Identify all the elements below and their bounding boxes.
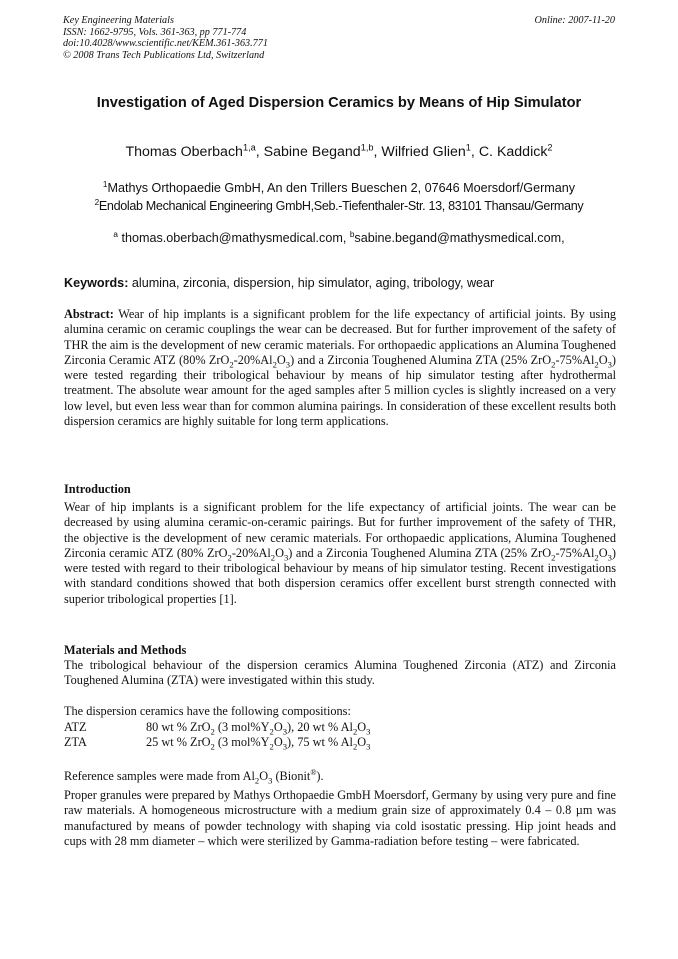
abstract-text: ) and a Zirconia Toughened Alumina ZTA (25% ZrO: [290, 352, 552, 367]
abstract-label: Abstract:: [64, 307, 114, 321]
issn-line: ISSN: 1662-9795, Vols. 361-363, pp 771-774: [63, 26, 247, 38]
affiliation-text: Mathys Orthopaedie GmbH, An den Trillers Bueschen 2, 07646 Moersdorf/Germany: [107, 181, 576, 195]
paper-title: Investigation of Aged Dispersion Ceramics by Means of Hip Simulator: [96, 95, 582, 111]
author-name: Wilfried Glien: [381, 144, 466, 160]
granules-paragraph: Proper granules were prepared by Mathys Orthopaedie GmbH Moersdorf, Germany by using very pure and fine raw materials. A homogeneous microstructure with a medium grain size of approximately 0.4 – 0.8 µm was manufactured by means of powder technology with shaping via cold isostatic pressing. Hip joint heads and cups with 28 mm diameter – which were sterilized by Gamma-radiation before testing – were fabricated.: [64, 788, 616, 848]
email-mark: b: [349, 229, 355, 239]
abstract-text: -75%Al: [555, 352, 595, 367]
keywords-label: Keywords:: [64, 276, 129, 290]
subscript: 2: [594, 359, 599, 370]
keywords: [64, 276, 616, 290]
subscript: 2: [229, 359, 234, 370]
journal-header: [63, 15, 615, 61]
journal-name: Key Engineering Materials: [63, 15, 174, 26]
reference-samples: Reference samples were made from $Al_2O_3$ (Bionit®).: [64, 767, 324, 786]
subscript: 2: [551, 359, 556, 370]
abstract-text: Wear of hip implants is a significant problem for the life expectancy of artificial joints. By using alumina ceramic on ceramic couplings the wear can be decreased. But for further improvement of the safety of THR the aim is the development of new ceramic materials. For orthopaedic applications an Alumina Toughened Zirconia Ceramic ATZ (80% ZrO: [64, 307, 616, 367]
abstract-text: ) were tested regarding their tribological behaviour by means of hip simulator testing after hydrothermal treatment. The absolute wear amount for the aged samples after 5 million cycles is slightly increased on a very low level, but even less wear than for common alumina pairings. In consideration of these excellent results both dispersion ceramics are highly suitable for long term applications.: [64, 352, 616, 429]
intro-text: -75%Al: [555, 545, 595, 560]
intro-text: Wear of hip implants is a significant problem for the life expectancy of artificial joints. The wear can be decreased by using alumina ceramic-on-ceramic pairings. But for further improvement of the safety of THR, the objective is the development of new ceramic materials. For orthopaedic applications, Alumina Toughened Zirconia ceramic ATZ (80% ZrO: [64, 500, 616, 560]
keywords-text: alumina, zirconia, dispersion, hip simulator, aging, tribology, wear: [131, 276, 495, 290]
section-heading-materials: Materials and Methods: [64, 643, 187, 657]
subscript: 3: [607, 359, 612, 370]
email-link[interactable]: sabine.begand@mathysmedical.com,: [354, 231, 565, 245]
author-affiliation-mark: 1: [465, 142, 471, 153]
subscript: 2: [272, 359, 277, 370]
subscript: 2: [594, 552, 599, 563]
affiliation-line: [0, 180, 678, 198]
subscript: 2: [270, 552, 276, 563]
affiliation-mark: 1: [102, 179, 108, 189]
section-heading-introduction: Introduction: [64, 482, 131, 496]
abstract-text: -20%Al: [233, 352, 273, 367]
material-code: ATZ: [64, 720, 87, 734]
author-name: Thomas Oberbach: [125, 144, 243, 160]
author-affiliation-mark: 1,b: [360, 142, 374, 153]
intro-text: ) and a Zirconia Toughened Alumina ZTA (25% ZrO: [288, 545, 552, 560]
material-code: ZTA: [64, 735, 87, 750]
composition-value: 25 wt % ZrO$_2$ (3 $mol\%Y_2O_3$), 75 wt % $Al_2O_3$: [146, 735, 371, 752]
affiliation-text: Endolab Mechanical Engineering GmbH,Seb.-Tiefenthaler-Str. 13, 83101 Thansau/Germany: [98, 198, 584, 213]
affiliation-mark: 2: [94, 197, 99, 207]
intro-text: ) were tested with regard to their tribological behaviour by means of hip simulator testing. Recent investigations with standard conditions showed that both dispersion ceramics offer excellent burst strength connected with superior tribological properties [1].: [64, 545, 616, 606]
author-name: Sabine Begand: [263, 144, 361, 160]
subscript: 3: [283, 552, 289, 563]
copyright-line: © 2008 Trans Tech Publications Ltd, Switzerland: [63, 49, 265, 61]
compositions-intro: The dispersion ceramics have the following compositions:: [64, 704, 351, 718]
composition-value: 80 wt % ZrO$_2$ (3 $mol\%Y_2O_3$), 20 wt % $Al_2O_3$: [146, 720, 371, 737]
online-date: Online: 2007-11-20: [534, 15, 615, 26]
intro-text: -20%Al: [231, 545, 271, 560]
author-emails: [0, 231, 678, 245]
materials-paragraph: The tribological behaviour of the dispersion ceramics Alumina Toughened Zirconia (ATZ) and Zirconia Toughened Alumina (ZTA) were investigated within this study.: [64, 658, 616, 688]
subscript: 3: [285, 359, 291, 370]
subscript: 2: [227, 552, 232, 563]
email-link[interactable]: thomas.oberbach@mathysmedical.com,: [121, 231, 347, 245]
abstract: Abstract: Wear of hip implants is a significant problem for the life expectancy of artificial joints. By using alumina ceramic on ceramic couplings the wear can be decreased. But for further improvement of the safety of THR the aim is the development of new ceramic materials. For orthopaedic applications an Alumina Toughened Zirconia Ceramic ATZ (80% $ZrO_2-20\%Al_2O_3$) and a Zirconia Toughened Alumina ZTA (25% $ZrO_2-75\%Al_2O_3$) were tested regarding their tribological behaviour by means of hip simulator testing after hydrothermal treatment. The absolute wear amount for the aged samples after 5 million cycles is slightly increased on a very low level, but even less wear than for common alumina pairings. In consideration of these excellent results both dispersion ceramics are highly suitable for long term applications.: [64, 307, 616, 429]
compositions-table: [64, 720, 370, 751]
author-affiliation-mark: 2: [547, 142, 553, 153]
author-list: Thomas Oberbach$^{1,a}$, Sabine Begand$^{1,b}$, Wilfried Glien$^1$, C. Kaddick$^2$: [125, 142, 553, 160]
introduction-paragraph: Wear of hip implants is a significant problem for the life expectancy of artificial joints. The wear can be decreased by using alumina ceramic-on-ceramic pairings. But for further improvement of the safety of THR, the objective is the development of new ceramic materials. For orthopaedic applications, Alumina Toughened Zirconia ceramic ATZ (80% $ZrO_2-20\%Al_2O_3$) and a Zirconia Toughened Alumina ZTA (25% $ZrO_2-75\%Al_2O_3$) were tested with regard to their tribological behaviour by means of hip simulator testing. Recent investigations with standard conditions showed that both dispersion ceramics offer excellent burst strength connected with superior tribological properties [1].: [64, 500, 616, 606]
composition-row: [64, 720, 370, 735]
subscript: 2: [551, 552, 556, 563]
composition-row: [64, 735, 370, 750]
subscript: 3: [607, 552, 612, 563]
doi-line: doi:10.4028/www.scientific.net/KEM.361-363.771: [63, 38, 268, 50]
affiliation-line: [0, 198, 678, 216]
email-mark: a: [113, 229, 118, 239]
author-affiliation-mark: 1,a: [242, 142, 256, 153]
author-name: C. Kaddick: [478, 144, 548, 160]
affiliations: [0, 180, 678, 215]
